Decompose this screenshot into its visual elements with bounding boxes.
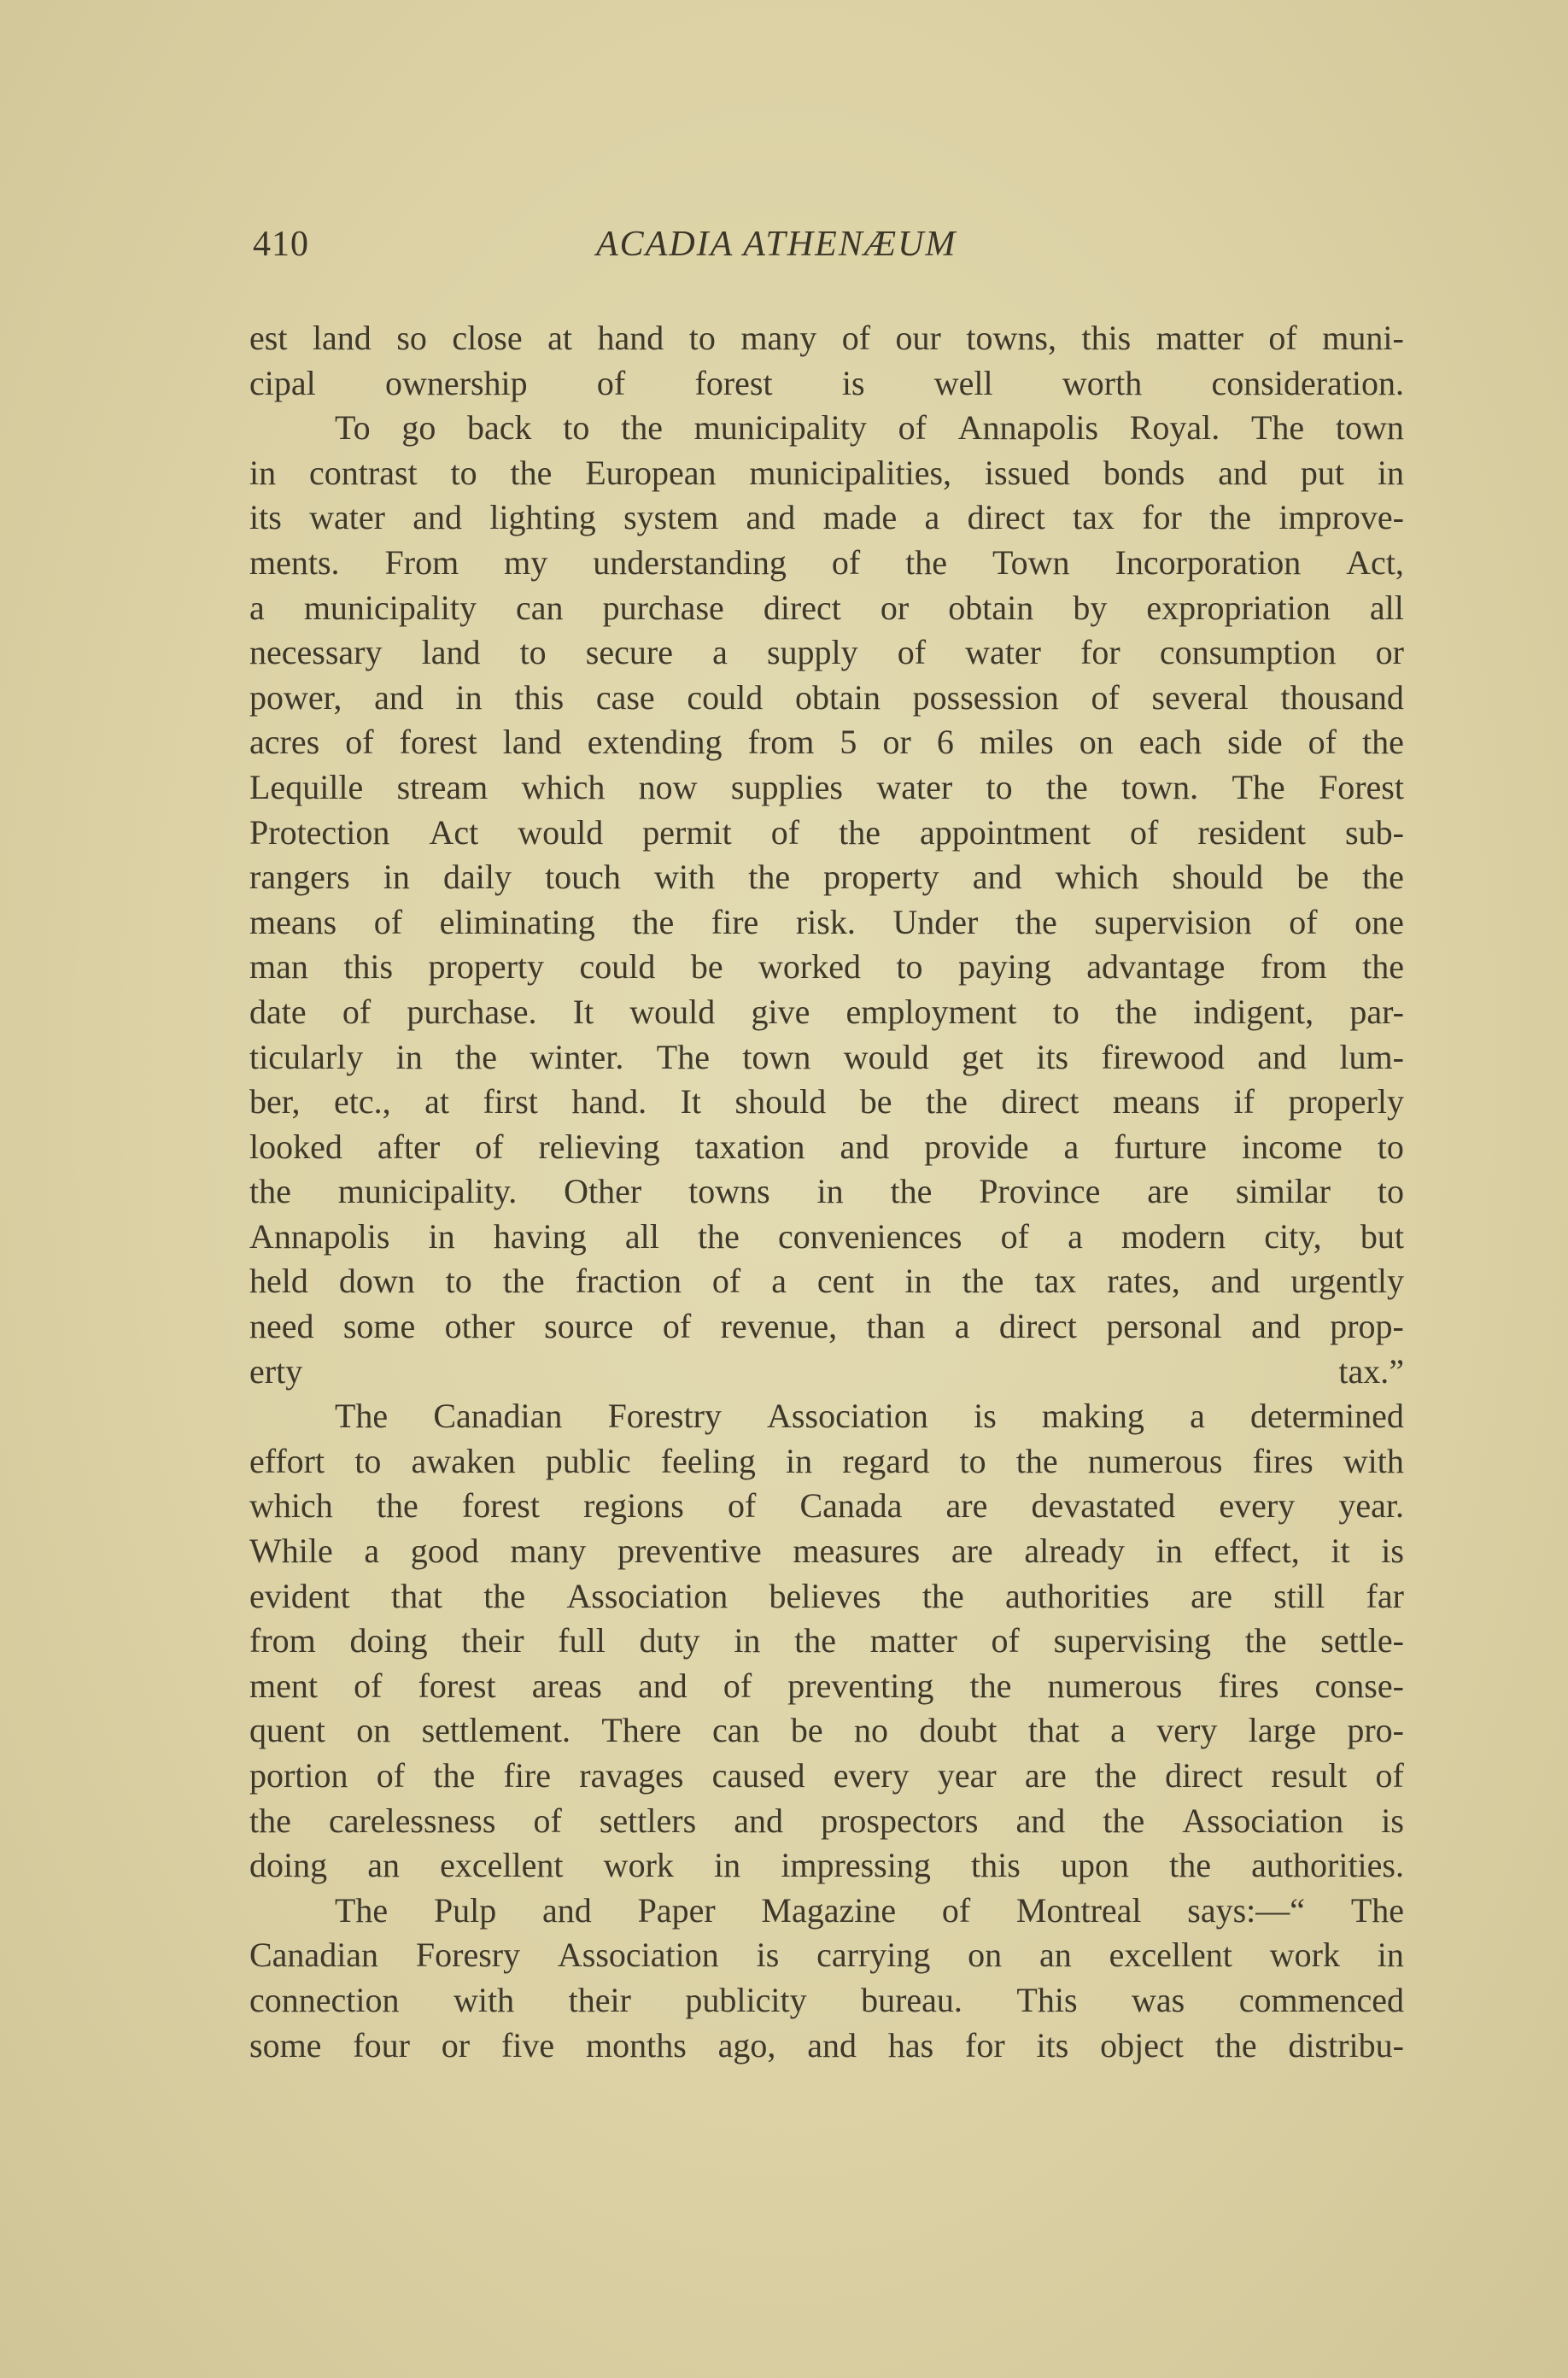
text-line: est land so close at hand to many of our towns, this matter of muni-: [249, 319, 1404, 357]
text-line: date of purchase. It would give employment to the indigent, par-: [249, 992, 1404, 1031]
text-line: the carelessness of settlers and prospectors and the Association is: [249, 1801, 1404, 1840]
running-header: [253, 224, 1406, 284]
text-line: which the forest regions of Canada are devastated every year.: [249, 1486, 1404, 1526]
text-line: its water and lighting system and made a direct tax for the improve-: [249, 498, 1404, 537]
text-line: ment of forest areas and of preventing the numerous fires conse-: [249, 1666, 1404, 1705]
text-line: a municipality can purchase direct or obtain by expropriation all: [249, 588, 1404, 627]
text-line: man this property could be worked to paying advantage from the: [249, 947, 1404, 987]
text-line: The Canadian Forestry Association is making a determined: [335, 1397, 1404, 1436]
text-line: connection with their publicity bureau. This was commenced: [249, 1980, 1404, 2019]
text-line: rangers in daily touch with the property and which should be the: [249, 858, 1404, 897]
text-line: Protection Act would permit of the appointment of resident sub-: [249, 812, 1404, 852]
text-line: held down to the fraction of a cent in the tax rates, and urgently: [249, 1262, 1404, 1301]
text-line: from doing their full duty in the matter of supervising the settle-: [249, 1621, 1404, 1660]
text-line: ments. From my understanding of the Town Incorporation Act,: [249, 542, 1404, 582]
body-text: [249, 316, 1404, 2068]
page-number: 410: [253, 225, 309, 264]
text-line: effort to awaken public feeling in regard to the numerous fires with: [249, 1441, 1404, 1480]
text-line: Lequille stream which now supplies water to the town. The Forest: [249, 767, 1404, 806]
text-line: some four or five months ago, and has for its object the distribu-: [249, 2025, 1404, 2065]
running-title: ACADIA ATHENÆUM: [596, 225, 957, 264]
text-line: Annapolis in having all the conveniences of a modern city, but: [249, 1216, 1404, 1256]
text-line: means of eliminating the fire risk. Under the supervision of one: [249, 902, 1404, 941]
text-line: power, and in this case could obtain possession of several thousand: [249, 677, 1404, 717]
text-line: quent on settlement. There can be no doubt that a very large pro-: [249, 1711, 1404, 1750]
text-line: The Pulp and Paper Magazine of Montreal says:—“ The: [335, 1890, 1404, 1930]
text-line: need some other source of revenue, than a direct personal and prop-: [249, 1307, 1404, 1346]
text-line: doing an excellent work in impressing this upon the authorities.: [249, 1846, 1404, 1885]
text-line: Canadian Foresry Association is carrying on an excellent work in: [249, 1936, 1404, 1975]
text-line: To go back to the municipality of Annapolis Royal. The town: [335, 408, 1404, 448]
text-line: evident that the Association believes the authorities are still far: [249, 1576, 1404, 1615]
text-line: ticularly in the winter. The town would get its firewood and lum-: [249, 1037, 1404, 1076]
text-line: acres of forest land extending from 5 or 6 miles on each side of the: [249, 723, 1404, 762]
text-line: necessary land to secure a supply of water for consumption or: [249, 633, 1404, 672]
text-line: portion of the fire ravages caused every year are the direct result of: [249, 1756, 1404, 1795]
text-line: erty tax.”: [249, 1351, 1404, 1391]
text-line: looked after of relieving taxation and provide a furture income to: [249, 1127, 1404, 1166]
text-line: cipal ownership of forest is well worth consideration.: [249, 363, 1404, 402]
text-line: in contrast to the European municipalities, issued bonds and put in: [249, 453, 1404, 492]
text-line: ber, etc., at first hand. It should be the direct means if properly: [249, 1082, 1404, 1122]
text-line: the municipality. Other towns in the Province are similar to: [249, 1172, 1404, 1211]
text-line: While a good many preventive measures are already in effect, it is: [249, 1532, 1404, 1571]
